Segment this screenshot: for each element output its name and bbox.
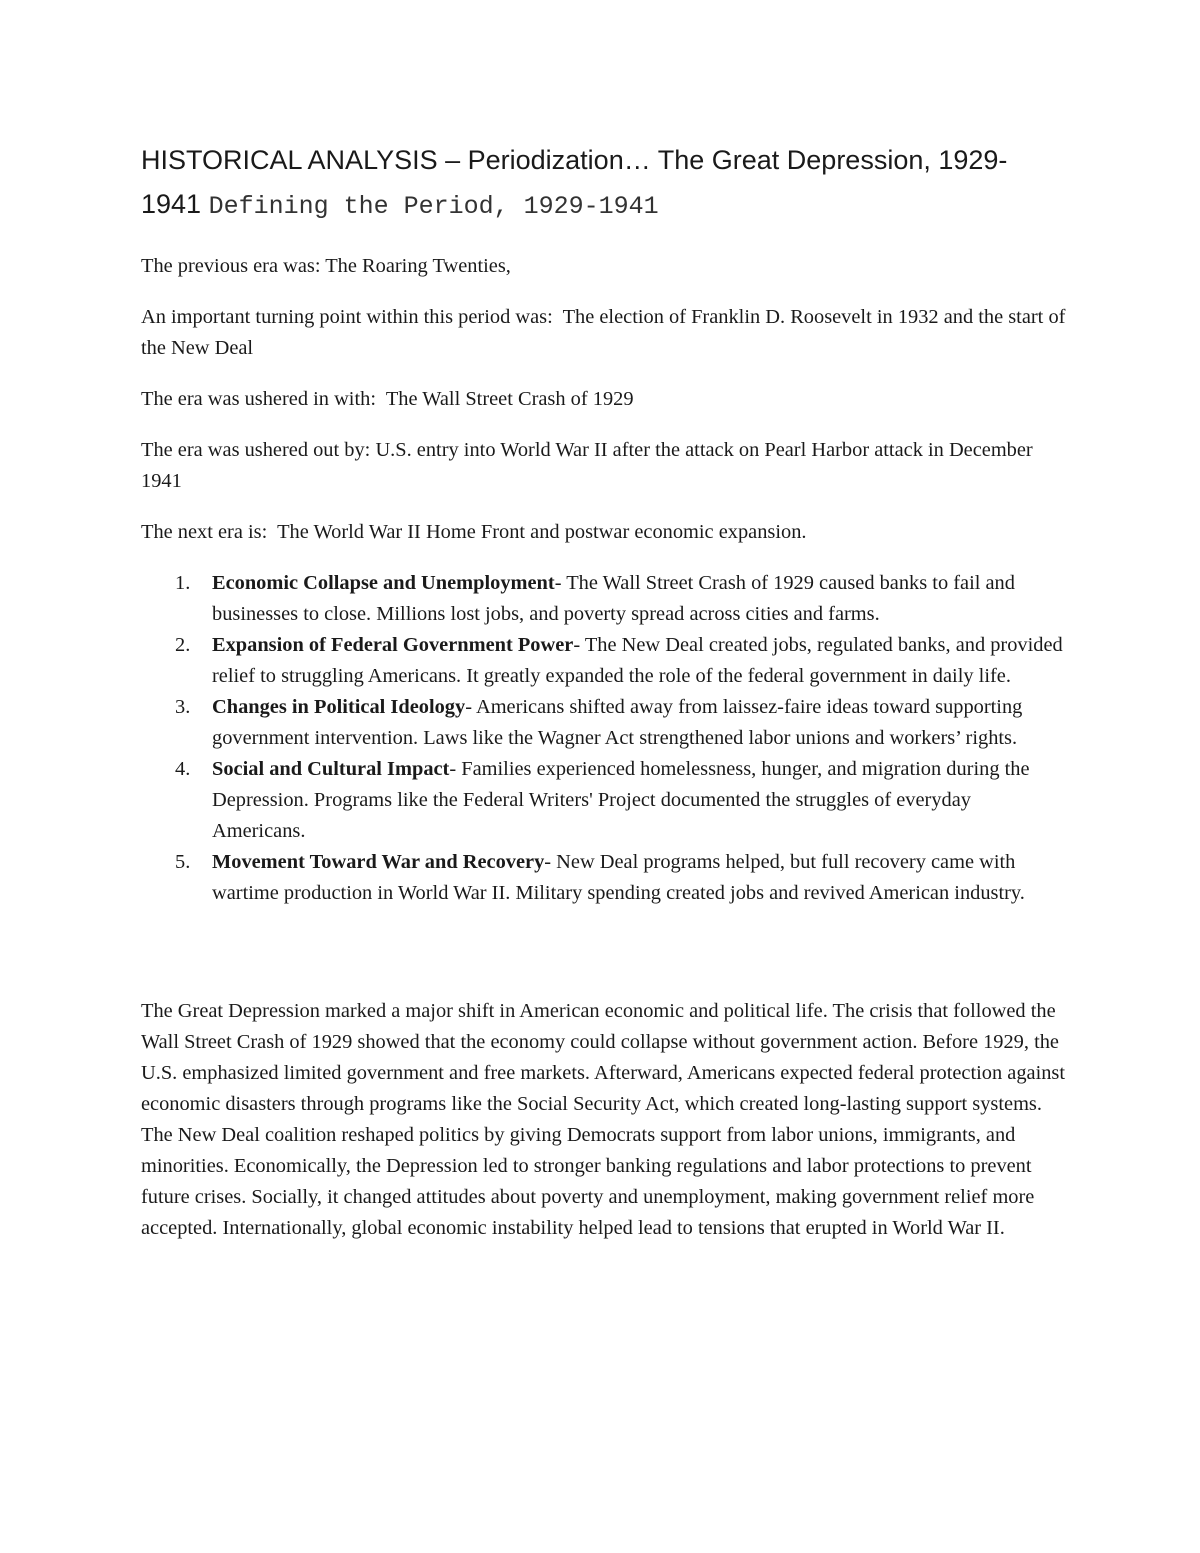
field-label: An important turning point within this period was: [141, 306, 553, 328]
theme-heading: Expansion of Federal Government Power [212, 634, 574, 656]
title-subtitle: Defining the Period, 1929-1941 [208, 192, 659, 221]
field-label: The era was ushered out by: [141, 439, 371, 461]
field-value: The Roaring Twenties, [325, 255, 511, 277]
list-item [141, 630, 1066, 692]
list-item [141, 754, 1066, 847]
field-previous-era [141, 251, 1066, 282]
list-number: 4. [175, 758, 191, 780]
list-number: 2. [175, 634, 191, 656]
theme-text: - The New Deal created jobs, regulated banks, and provided relief to struggling Americans. It greatly expanded the role of the federal government in daily life. [212, 634, 1063, 687]
theme-text: - Americans shifted away from laissez-faire ideas toward supporting government intervention. Laws like the Wagner Act strengthened labor unions and workers’ rights. [212, 696, 1023, 749]
list-number: 5. [175, 851, 191, 873]
list-number: 3. [175, 696, 191, 718]
field-ushered-out [141, 435, 1066, 497]
theme-heading: Movement Toward War and Recovery [212, 851, 545, 873]
theme-heading: Social and Cultural Impact [212, 758, 450, 780]
list-item [141, 847, 1066, 909]
field-value: The election of Franklin D. Roosevelt in 1932 and the start of the New Deal [141, 306, 1066, 359]
field-value: The World War II Home Front and postwar economic expansion. [277, 521, 807, 543]
field-ushered-in [141, 384, 1066, 415]
field-next-era [141, 517, 1066, 548]
field-value: The Wall Street Crash of 1929 [385, 388, 634, 410]
title-main: HISTORICAL ANALYSIS – Periodization… The Great Depression, 1929-1941 [141, 145, 1008, 219]
theme-text: - Families experienced homelessness, hunger, and migration during the Depression. Programs like the Federal Writers' Project documented the struggles of everyday Americans. [212, 758, 1030, 842]
period-fields [141, 251, 1066, 548]
theme-heading: Changes in Political Ideology [212, 696, 466, 718]
field-turning-point [141, 302, 1066, 364]
theme-text: - The Wall Street Crash of 1929 caused banks to fail and businesses to close. Millions lost jobs, and poverty spread across cities and farms. [212, 572, 1015, 625]
field-value: U.S. entry into World War II after the attack on Pearl Harbor attack in December 1941 [141, 439, 1033, 492]
field-label: The era was ushered in with: [141, 388, 376, 410]
list-item [141, 692, 1066, 754]
list-number: 1. [175, 572, 191, 594]
document-title [141, 138, 1066, 229]
themes-list [141, 568, 1066, 909]
field-label: The next era is: [141, 521, 268, 543]
list-item [141, 568, 1066, 630]
field-label: The previous era was: [141, 255, 321, 277]
theme-text: - New Deal programs helped, but full recovery came with wartime production in World War II. Military spending created jobs and revived American industry. [212, 851, 1025, 904]
summary-paragraph: The Great Depression marked a major shift in American economic and political life. The crisis that followed the Wall Street Crash of 1929 showed that the economy could collapse without government action. Before 1929, the U.S. emphasized limited government and free markets. Afterward, Americans expected federal protection against economic disasters through programs like the Social Security Act, which created long-lasting support systems. The New Deal coalition reshaped politics by giving Democrats support from labor unions, immigrants, and minorities. Economically, the Depression led to stronger banking regulations and labor protections to prevent future crises. Socially, it changed attitudes about poverty and unemployment, making government relief more accepted. Internationally, global economic instability helped lead to tensions that erupted in World War II. [141, 1000, 1066, 1239]
theme-heading: Economic Collapse and Unemployment [212, 572, 555, 594]
document-page [141, 138, 1066, 1244]
